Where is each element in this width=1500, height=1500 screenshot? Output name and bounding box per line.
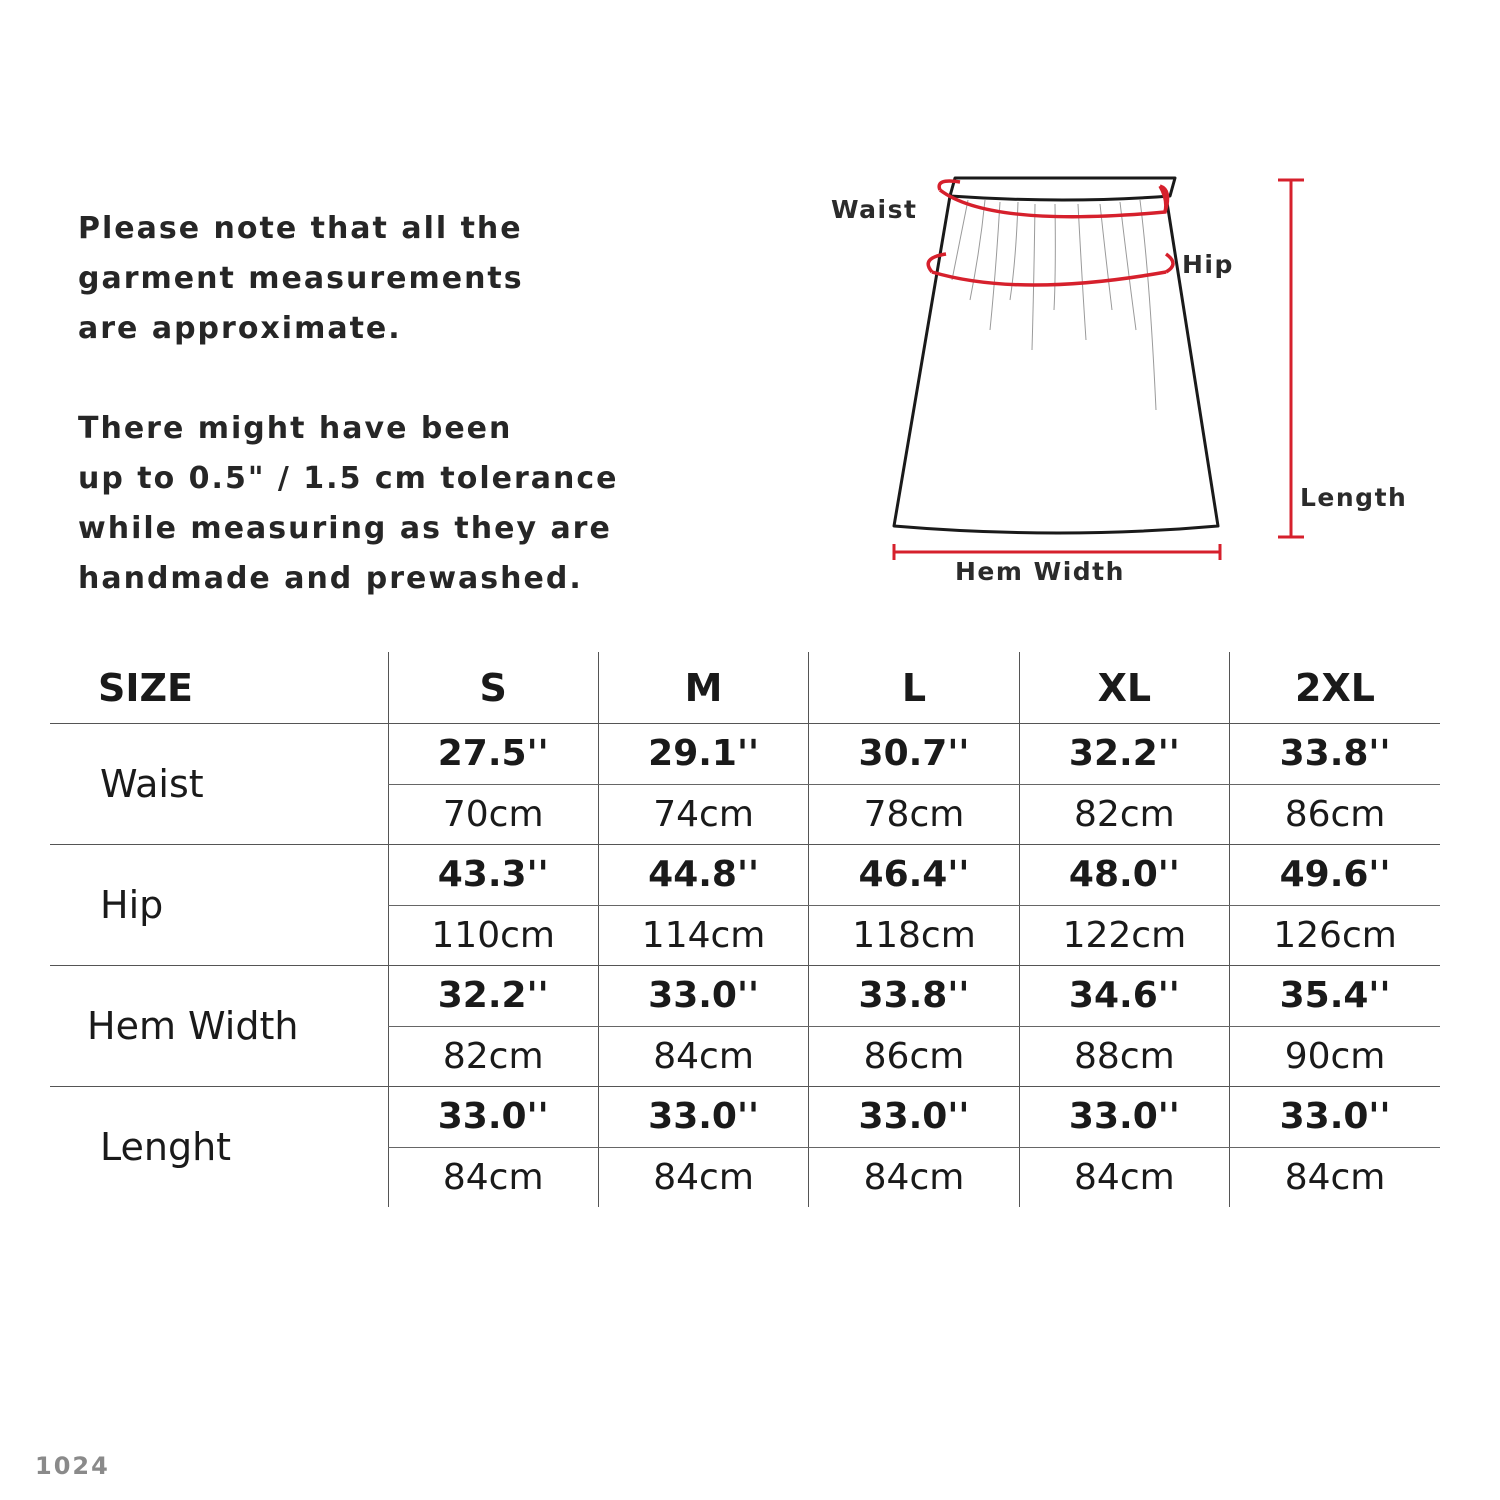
inch-value: 33.0'': [809, 1087, 1019, 1148]
hip-inches-row: [50, 845, 1440, 906]
size-2xl-header: 2XL: [1230, 652, 1440, 724]
inch-value: 35.4'': [1230, 966, 1440, 1027]
page-number: 1024: [35, 1452, 110, 1480]
cm-value: 74cm: [598, 784, 808, 845]
note-line: There might have been: [78, 411, 513, 446]
inch-value: 44.8'': [598, 845, 808, 906]
inch-value: 30.7'': [809, 724, 1019, 785]
cm-value: 118cm: [809, 905, 1019, 966]
hip-label: Hip: [1182, 250, 1234, 279]
cm-value: 114cm: [598, 905, 808, 966]
measurement-note: [78, 204, 524, 354]
size-s-header: S: [388, 652, 598, 724]
waist-inches-row: [50, 724, 1440, 785]
cm-value: 84cm: [388, 1147, 598, 1207]
waist-label: Waist: [831, 195, 918, 224]
skirt-gathers: [952, 200, 1156, 410]
inch-value: 33.0'': [598, 966, 808, 1027]
cm-value: 122cm: [1019, 905, 1229, 966]
cm-value: 90cm: [1230, 1026, 1440, 1087]
inch-value: 32.2'': [388, 966, 598, 1027]
note-line: garment measurements: [78, 261, 524, 296]
inch-value: 27.5'': [388, 724, 598, 785]
skirt-outline: [894, 178, 1218, 533]
hem-width-row-label: Hem Width: [50, 966, 388, 1087]
inch-value: 29.1'': [598, 724, 808, 785]
hem-width-inches-row: [50, 966, 1440, 1027]
tolerance-note: [78, 404, 618, 604]
inch-value: 32.2'': [1019, 724, 1229, 785]
cm-value: 86cm: [809, 1026, 1019, 1087]
cm-value: 84cm: [809, 1147, 1019, 1207]
inch-value: 46.4'': [809, 845, 1019, 906]
inch-value: 33.0'': [1230, 1087, 1440, 1148]
size-column-header: SIZE: [50, 652, 388, 724]
inch-value: 49.6'': [1230, 845, 1440, 906]
inch-value: 33.8'': [1230, 724, 1440, 785]
cm-value: 84cm: [598, 1026, 808, 1087]
hip-row-label: Hip: [50, 845, 388, 966]
inch-value: 33.0'': [1019, 1087, 1229, 1148]
cm-value: 70cm: [388, 784, 598, 845]
cm-value: 110cm: [388, 905, 598, 966]
waist-row-label: Waist: [50, 724, 388, 845]
inch-value: 33.0'': [598, 1087, 808, 1148]
cm-value: 84cm: [1019, 1147, 1229, 1207]
skirt-diagram: [820, 160, 1460, 600]
hem-width-label: Hem Width: [955, 557, 1125, 586]
size-m-header: M: [598, 652, 808, 724]
inch-value: 43.3'': [388, 845, 598, 906]
cm-value: 78cm: [809, 784, 1019, 845]
size-xl-header: XL: [1019, 652, 1229, 724]
note-line: while measuring as they are: [78, 511, 612, 546]
cm-value: 84cm: [1230, 1147, 1440, 1207]
note-line: Please note that all the: [78, 211, 523, 246]
inch-value: 34.6'': [1019, 966, 1229, 1027]
length-label: Length: [1300, 483, 1408, 512]
size-chart-table: [50, 652, 1440, 1207]
length-row-label: Lenght: [100, 1125, 232, 1169]
note-line: up to 0.5" / 1.5 cm tolerance: [78, 461, 619, 496]
size-header-row: [50, 652, 1440, 724]
cm-value: 84cm: [598, 1147, 808, 1207]
cm-value: 126cm: [1230, 905, 1440, 966]
length-inches-row: [50, 1087, 1440, 1148]
inch-value: 48.0'': [1019, 845, 1229, 906]
note-line: are approximate.: [78, 311, 402, 346]
inch-value: 33.8'': [809, 966, 1019, 1027]
size-l-header: L: [809, 652, 1019, 724]
inch-value: 33.0'': [388, 1087, 598, 1148]
cm-value: 82cm: [1019, 784, 1229, 845]
cm-value: 86cm: [1230, 784, 1440, 845]
hip-measure-ring: [928, 254, 1173, 285]
cm-value: 88cm: [1019, 1026, 1229, 1087]
note-line: handmade and prewashed.: [78, 561, 583, 596]
cm-value: 82cm: [388, 1026, 598, 1087]
